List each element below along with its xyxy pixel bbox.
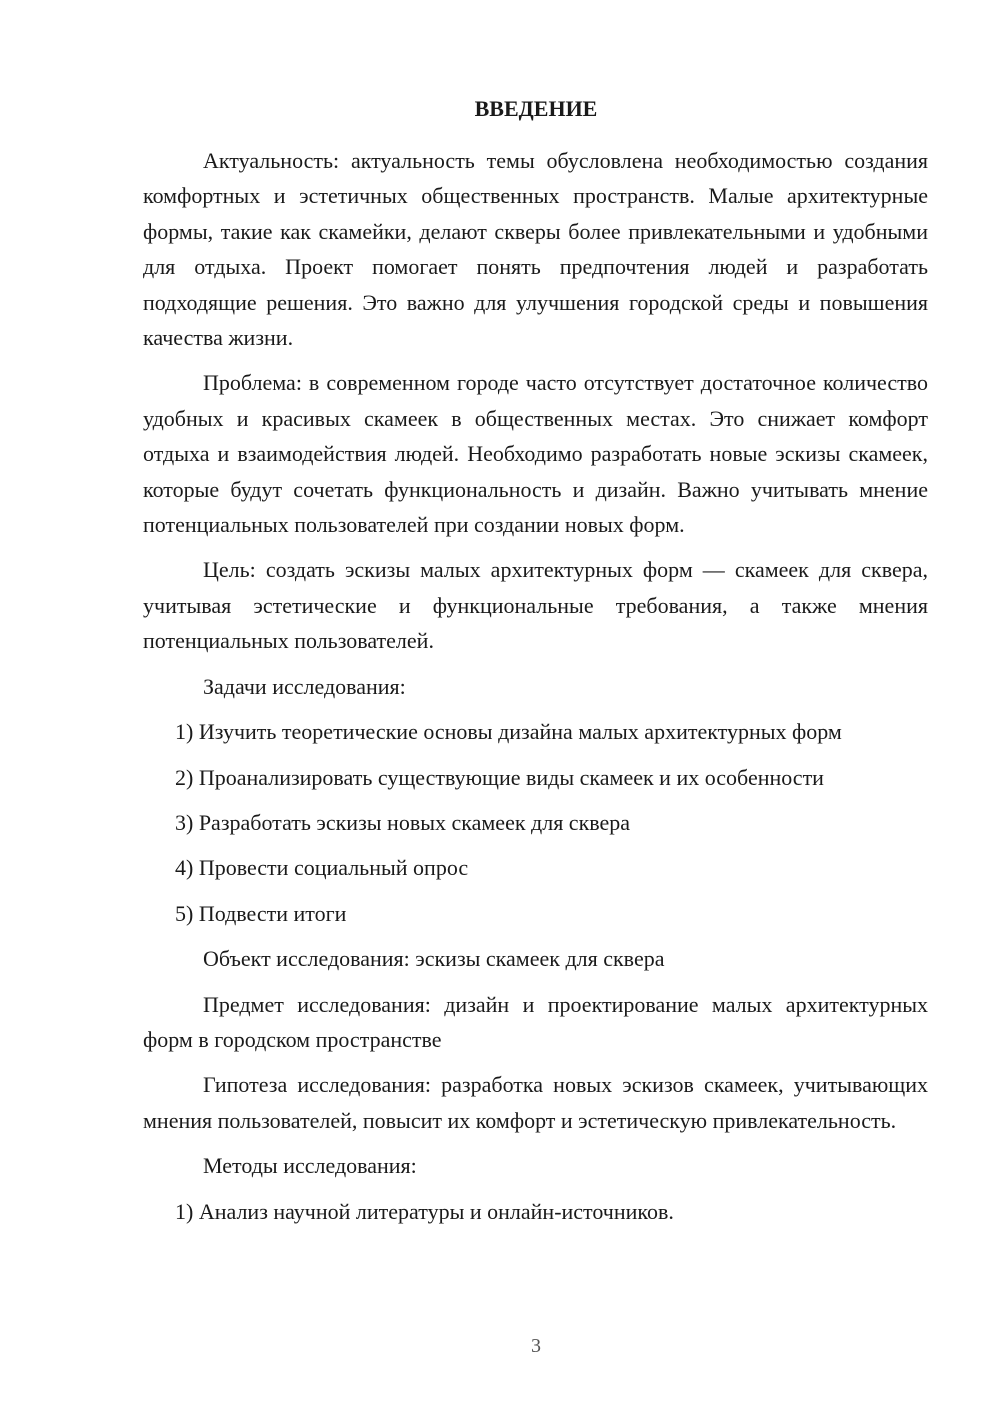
page-title: ВВЕДЕНИЕ <box>474 96 598 121</box>
task-item: 4) Провести социальный опрос <box>175 855 469 881</box>
task-item: 3) Разработать эскизы новых скамеек для сквера <box>175 809 631 835</box>
hypothesis-paragraph: Гипотеза исследования: разработка новых эскизов скамеек, учитывающих мнения пользователей, повысит их комфорт и эстетическую привлекательность. <box>143 1072 928 1133</box>
task-item: 2) Проанализировать существующие виды скамеек и их особенности <box>175 764 824 790</box>
task-item: 1) Изучить теоретические основы дизайна малых архитектурных форм <box>175 719 842 745</box>
relevance-paragraph: Актуальность: актуальность темы обусловлена необходимостью создания комфортных и эстетичных общественных пространств. Малые архитектурные формы, такие как скамейки, делают скверы более привлекательными и удобными для отдыха. Проект помогает понять предпочтения людей и разработать подходящие решения. Это важно для улучшения городской среды и повышения качества жизни. <box>143 148 928 351</box>
task-item: 5) Подвести итоги <box>175 900 347 926</box>
body-text <box>143 143 928 1239</box>
object-paragraph: Объект исследования: эскизы скамеек для сквера <box>203 946 665 972</box>
subject-paragraph: Предмет исследования: дизайн и проектирование малых архитектурных форм в городском пространстве <box>143 991 928 1052</box>
methods-title: Методы исследования: <box>203 1153 417 1179</box>
goal-paragraph: Цель: создать эскизы малых архитектурных форм — скамеек для сквера, учитывая эстетические и функциональные требования, а также мнения потенциальных пользователей. <box>143 557 928 654</box>
problem-paragraph: Проблема: в современном городе часто отсутствует достаточное количество удобных и красивых скамеек в общественных местах. Это снижает комфорт отдыха и взаимодействия людей. Необходимо разработать новые эскизы скамеек, которые будут сочетать функциональность и дизайн. Важно учитывать мнение потенциальных пользователей при создании новых форм. <box>143 370 928 538</box>
method-item: 1) Анализ научной литературы и онлайн-источников. <box>175 1198 674 1224</box>
tasks-title: Задачи исследования: <box>203 673 406 699</box>
page-number: 3 <box>531 1335 541 1357</box>
